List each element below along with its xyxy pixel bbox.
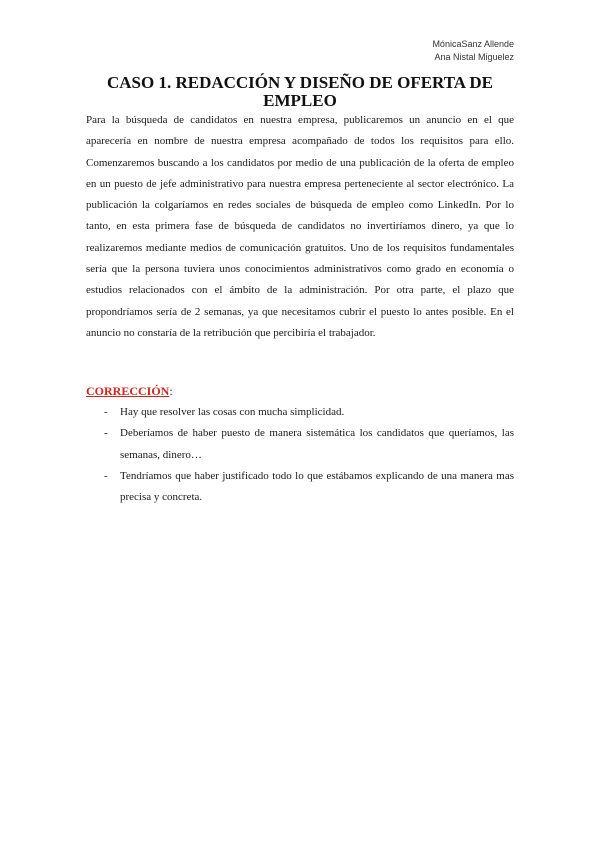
correction-heading-colon: : [169, 384, 173, 398]
correction-item [86, 423, 514, 466]
author-name: Ana Nistal Miguelez [434, 51, 514, 62]
correction-text: Hay que resolver las cosas con mucha simplicidad. [120, 406, 345, 418]
correction-text: Tendríamos que haber justificado todo lo que estábamos explicando de una manera mas precisa y concreta. [120, 469, 514, 504]
body-paragraph: Para la búsqueda de candidatos en nuestra empresa, publicaremos un anuncio en el que aparecería en nombre de nuestra empresa acompañado de todos los requisitos para ello. Comenzaremos buscando a los candidatos por medio de una publicación de la oferta de empleo en un puesto de jefe administrativo para nuestra empresa perteneciente al sector electrónico. La publicación la colgaríamos en redes sociales de búsqueda de empleo como LinkedIn. Por lo tanto, en esta primera fase de búsqueda de candidatos no invertiríamos dinero, ya que lo realizaremos mediante medios de comunicación gratuitos. Uno de los requisitos fundamentales sería que la persona tuviera unos conocimientos administrativos como grado en economía o estudios relacionados con el ámbito de la administración. Por otra parte, el plazo que propondríamos sería de 2 semanas, ya que necesitamos cubrir el puesto lo antes posible. En el anuncio no constaría de la retribución que percibiría el trabajador. [86, 114, 514, 339]
bullet-dash: - [104, 427, 108, 440]
correction-item [86, 466, 514, 509]
bullet-dash: - [104, 469, 108, 482]
author-names [432, 38, 514, 63]
correction-heading [86, 382, 173, 400]
correction-list [86, 402, 514, 508]
correction-item [86, 402, 514, 423]
document-title: CASO 1. REDACCIÓN Y DISEÑO DE OFERTA DE EMPLEO [106, 73, 494, 110]
author-name: MónicaSanz Allende [432, 39, 514, 49]
bullet-dash: - [104, 406, 108, 418]
correction-text: Deberíamos de haber puesto de manera sistemática los candidatos que queríamos, las semanas, dinero… [120, 427, 514, 461]
correction-heading-label: CORRECCIÓN [86, 384, 170, 398]
